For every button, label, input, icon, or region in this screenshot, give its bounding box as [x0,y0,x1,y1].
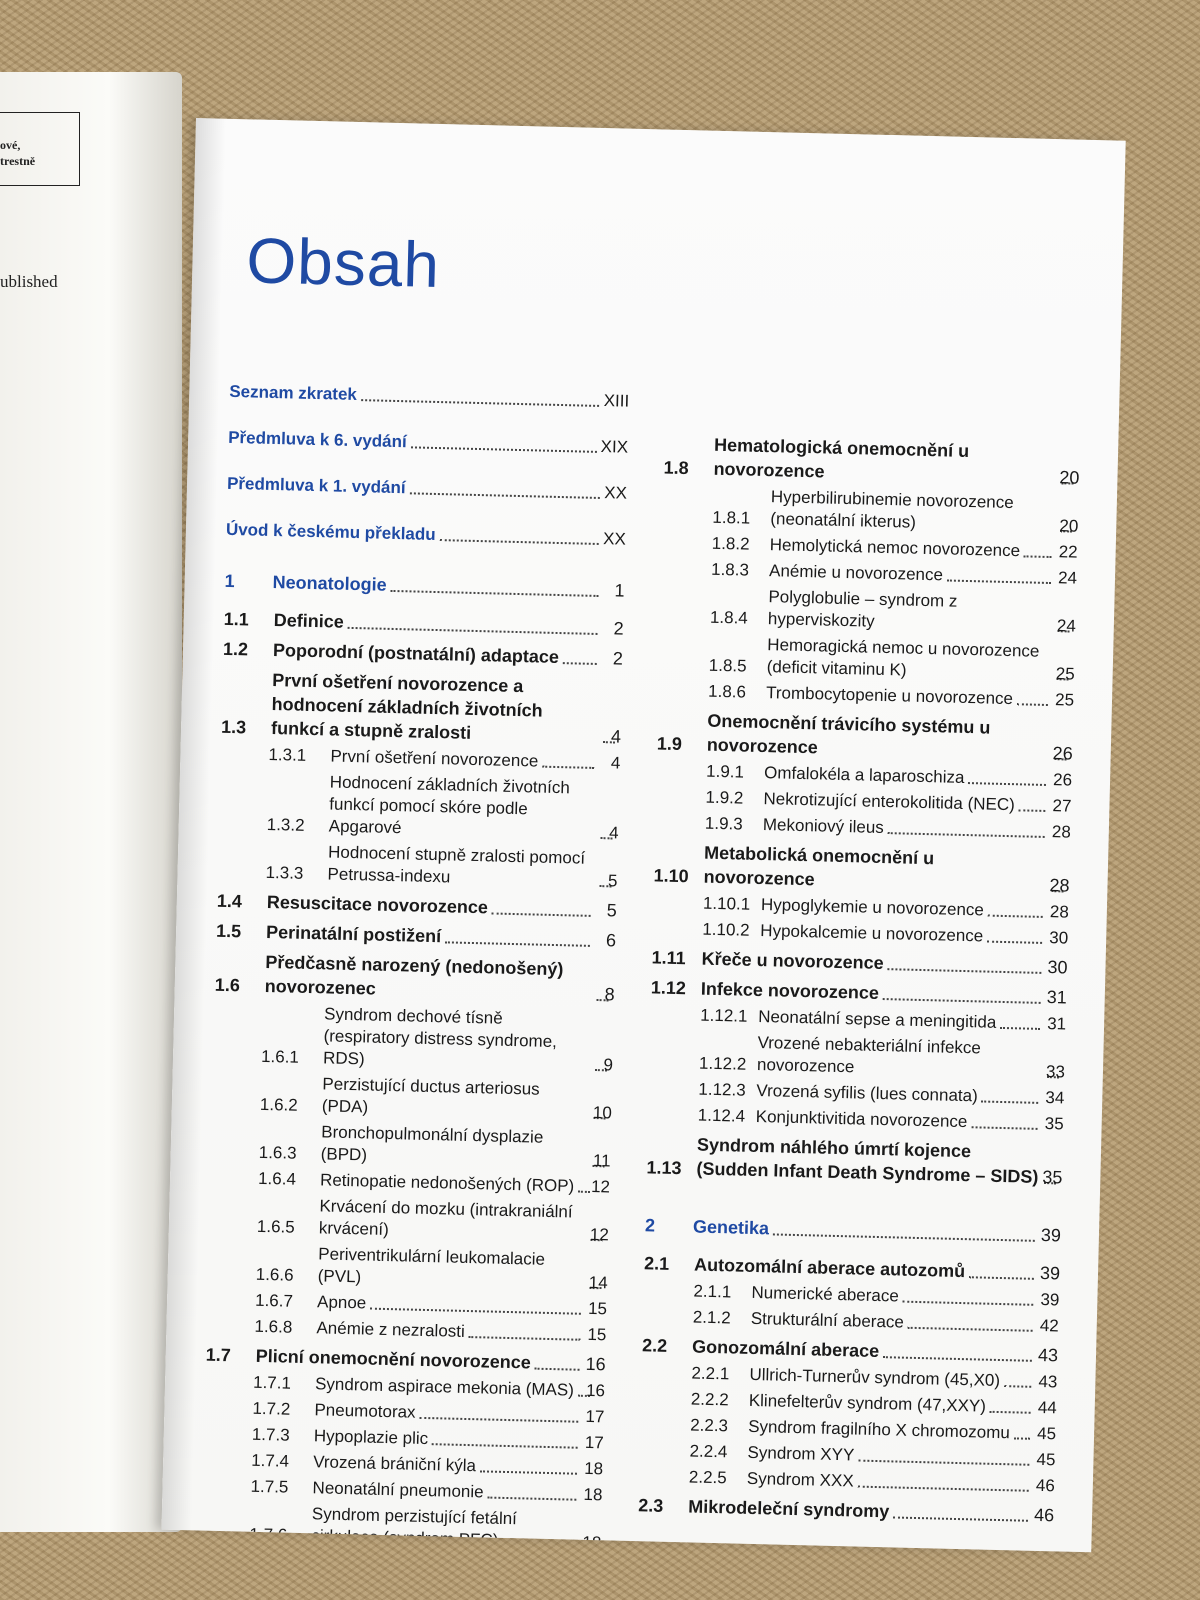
toc-entry-page: 35 [1042,1166,1063,1188]
toc-entry-number: 1.7.3 [251,1424,290,1445]
toc-entry-page: 31 [1046,987,1068,1008]
toc-entry [201,1501,602,1553]
toc-entry-page: 43 [1038,1371,1058,1392]
toc-entry [655,811,1071,843]
toc-entry-label: Klinefelterův syndrom (47,XXY) [748,1390,987,1416]
toc-entry [213,1001,614,1077]
toc-entry-page: 45 [1036,1449,1056,1470]
left-page-published: ublished [0,272,58,291]
toc-entry-label: Ullrich-Turnerův syndrom (45,X0) [749,1364,1001,1391]
toc-entry-page: XX [602,529,627,549]
toc-entry-number: 1.13 [646,1157,682,1179]
toc-entry-label: Syndrom perzistující fetální cirkulace (syndrom PFC) [311,1504,518,1550]
toc-entry-page: 26 [1052,743,1073,764]
toc-entry [649,1029,1066,1083]
toc-entry-number: 2 [644,1215,656,1236]
toc-entry-number: 1.4 [216,890,243,912]
toc-entry-page: 6 [605,930,617,951]
toc-entry-page: 24 [1057,568,1078,588]
toc-page [162,118,1126,1552]
toc-entry-label: Numerické aberace [751,1282,900,1306]
toc-entry [653,839,1070,897]
toc-entry-label: Retinopatie nedonošených (ROP) [319,1170,575,1196]
toc-entry-page: 5 [607,871,618,891]
toc-entry-number: 2.1.1 [693,1281,732,1302]
toc-entry-page: 4 [610,753,621,773]
toc-entry-number: 1.6.5 [256,1216,295,1237]
toc-entry-label: Hemolytická nemoc novorozence [769,535,1021,561]
toc-entry-page: 30 [1047,957,1068,978]
toc-entry-number: 2.2.2 [690,1389,729,1410]
toc-entry [217,839,618,893]
toc-dot-leader [419,1417,578,1423]
toc-entry [215,949,616,1007]
toc-entry-label: Syndrom náhlého úmrtí kojence (Sudden Infant Death Syndrome – SIDS) [696,1134,1039,1187]
toc-entry-label: Apnoe [316,1292,367,1313]
left-page-box [0,112,80,186]
toc-entry-number: 1.7.5 [250,1476,289,1497]
toc-entry-number: 1.8.1 [712,507,751,528]
toc-entry-page: 24 [1056,616,1077,636]
toc-dot-leader [361,399,600,407]
toc-entry-page: 42 [1039,1315,1059,1336]
toc-entry-number: 1.3.1 [268,744,307,765]
toc-entry-page: 33 [1045,1062,1066,1082]
toc-entry [652,917,1068,949]
toc-entry [663,432,1080,490]
toc-entry-label: Poporodní (postnatální) adaptace [272,640,560,668]
toc-entry-page: 18 [583,1484,603,1505]
toc-entry-number: 1.9.1 [705,761,745,782]
toc-entry-page: 16 [585,1380,606,1401]
toc-entry-label: Genetika [692,1216,770,1239]
toc-entry-page: 20 [1059,467,1080,488]
toc-entry-number: 2.1.2 [692,1307,731,1328]
toc-entry [223,607,623,641]
toc-entry-page: 26 [1052,770,1073,790]
toc-entry-label: Neonatální pneumonie [312,1478,484,1502]
toc-entry-label: Krvácení do mozku (intrakraniální krvácení) [318,1196,573,1240]
toc-entry-label: Neonatální sepse a meningitida [757,1007,997,1032]
toc-entry-number: 2.3 [637,1495,664,1516]
toc-entry-page: 35 [1044,1114,1064,1134]
toc-entry-number: 1.2 [222,638,249,660]
toc-entry-label: Mekoniový ileus [762,815,885,838]
toc-entry-label: Perinatální postižení [265,921,442,947]
toc-entry-page: 45 [1036,1423,1057,1444]
toc-entry-label: Gonozomální aberace [691,1336,880,1362]
toc-dot-leader [987,941,1042,944]
toc-entry-page: 11 [592,1151,611,1171]
toc-left-column [201,381,629,1552]
toc-entry [643,1305,1059,1337]
toc-entry-page: 39 [1039,1262,1061,1284]
toc-entry [212,1071,613,1125]
toc-entry-page: 25 [1055,664,1075,684]
toc-entry-number: 2.2.3 [689,1415,729,1436]
toc-dot-leader [583,1547,595,1549]
toc-dot-leader [480,1470,577,1474]
toc-entry [658,679,1074,711]
toc-entry-number: 1.10.2 [702,919,750,940]
toc-entry-number: 1.12.1 [700,1005,748,1026]
toc-entry-number: 1.6.6 [255,1264,294,1285]
toc-entry-label: Syndrom aspirace mekonia (MAS) [314,1374,575,1400]
toc-entry-label: Syndrom XYY [747,1442,855,1465]
toc-entry-label: Vrozená brániční kýla [312,1452,477,1476]
toc-dot-leader [1004,1385,1031,1388]
toc-dot-leader [858,1486,1029,1492]
toc-dot-leader [348,627,598,635]
toc-entry-page: 25 [1054,690,1075,710]
toc-entry-label: Nekrotizující enterokolitida (NEC) [763,789,1016,815]
toc-entry-number: 1.7.6 [249,1524,288,1545]
toc-entry [645,1213,1061,1247]
toc-entry-page: 4 [610,726,622,747]
toc-entry [228,427,628,459]
toc-entry-label: Hemoragická nemoc u novorozence (deficit vitaminu K) [766,635,1040,680]
toc-entry-number: 1.6.3 [258,1142,297,1163]
toc-entry-label: Plicní onemocnění novorozence [255,1345,531,1373]
toc-dot-leader [1017,703,1048,706]
toc-entry-number: 1.10 [653,865,689,887]
toc-dot-leader [858,1460,1029,1466]
toc-entry-number: 1.8.5 [708,655,747,676]
toc-entry-page: 39 [1040,1289,1060,1310]
toc-entry-label: Infekce novorozence [700,978,880,1003]
toc-entry-label: Hypoplazie plic [313,1426,429,1449]
toc-entry-number: 1.7.1 [252,1372,292,1393]
toc-entry-page: 14 [588,1272,608,1293]
toc-entry-label: Polyglobulie – syndrom z hyperviskozity [767,587,958,631]
left-box-line-1: ové, [0,138,21,152]
toc-entry-label: Neonatologie [272,572,387,595]
toc-entry-page: 28 [1049,875,1070,896]
toc-entry-number: 1.9 [656,733,683,755]
toc-entry-number: 1.9.3 [704,813,743,834]
toc-entry-page: 39 [1040,1224,1062,1246]
toc-entry-label: Hodnocení stupně zralosti pomocí Petrussa-indexu [327,842,586,887]
toc-entry-label: Hodnocení základních životních funkcí pomocí skóre podle Apgarové [328,772,571,838]
toc-entry-number: 1.5 [215,920,242,942]
toc-entry-number: 1.3 [220,716,247,738]
toc-entry-number: 1.8.6 [707,681,747,702]
toc-entry-label: Autozomální aberace autozomů [693,1254,966,1282]
toc-dot-leader [535,1368,580,1371]
toc-entry-label: Hyperbilirubinemie novorozence (neonatální ikterus) [770,487,1014,532]
toc-entry-label: Syndrom dechové tísně (respiratory distress syndrome, RDS) [322,1004,558,1069]
toc-entry-page: 18 [582,1532,602,1553]
toc-dot-leader [888,832,1045,838]
toc-dot-leader [492,912,591,916]
toc-entry-label: Křeče u novorozence [701,948,884,974]
toc-entry-page: 9 [603,1055,614,1075]
toc-dot-leader [990,1411,1031,1414]
toc-entry [646,1131,1063,1189]
toc-entry-label: Hypokalcemie u novorozence [760,921,984,946]
toc-entry-number: 1.7.4 [250,1450,290,1471]
toc-entry-label: Syndrom XXX [746,1468,854,1491]
toc-entry-page: 44 [1037,1397,1057,1418]
toc-entry-page: 5 [606,900,618,921]
toc-dot-leader [469,1336,581,1341]
toc-dot-leader [988,915,1043,918]
toc-entry-number: 2.2.4 [689,1441,728,1462]
toc-entry-number: 1.12.3 [698,1079,746,1100]
toc-entry [662,484,1079,538]
left-page [0,72,182,1532]
toc-entry-page: 31 [1046,1014,1067,1034]
toc-dot-leader [390,590,598,597]
toc-entry-page: 8 [604,984,615,1005]
toc-entry-label: Strukturální aberace [750,1308,905,1332]
toc-entry-number: 1.1 [223,608,250,630]
toc-entry [639,1465,1055,1497]
toc-entry [638,1493,1054,1527]
toc-dot-leader [883,998,1041,1004]
toc-entry-label: Omfalokéla a laparoschiza [763,763,965,787]
toc-entry-label: Periventrikulární leukomalacie (PVL) [317,1244,546,1287]
toc-entry-label: Hematologická onemocnění u novorozence [713,434,970,482]
toc-dot-leader [1024,555,1052,558]
toc-entry-number: 1.10.1 [702,893,751,914]
toc-entry-page: 22 [1058,542,1078,562]
toc-entry-page: 12 [590,1176,611,1197]
toc-entry-number: 1.6.2 [259,1094,298,1115]
toc-entry [217,889,617,923]
toc-entry [648,1103,1064,1135]
toc-entry-label: Pneumotorax [314,1400,416,1422]
toc-entry-page: 46 [1035,1475,1056,1496]
toc-dot-leader [883,1356,1032,1362]
toc-dot-leader [409,492,600,499]
toc-entry-page: XIII [603,391,630,411]
toc-entry [226,519,626,551]
toc-entry-number: 1.8.4 [709,607,748,628]
toc-entry [206,1315,606,1347]
toc-entry-number: 1.12.2 [698,1053,747,1074]
toc-entry-number: 1.7.2 [252,1398,291,1419]
toc-entry-label: Perzistující ductus arteriosus (PDA) [321,1074,540,1117]
toc-dot-leader [440,539,600,545]
toc-entry-page: 46 [1033,1504,1055,1526]
toc-entry-page: 18 [583,1458,604,1479]
toc-entry-number: 1.6.7 [254,1290,294,1311]
toc-entry [227,473,627,505]
toc-entry-number: 1 [224,570,235,592]
toc-entry-page: 10 [592,1102,613,1123]
toc-entry-label: Předmluva k 1. vydání [226,473,406,498]
toc-entry-number: 2.2.5 [688,1467,727,1488]
toc-dot-leader [487,1497,576,1501]
toc-dot-leader [432,1443,578,1449]
toc-entry-page: 28 [1049,902,1070,922]
toc-entry-number: 1.7 [205,1344,232,1366]
toc-entry [659,631,1076,685]
toc-entry-number: 1.3.2 [266,814,305,835]
toc-entry-number: 1.8 [663,457,689,479]
toc-entry-label: Anémie z nezralosti [316,1318,466,1341]
toc-entry-label: Bronchopulmonální dysplazie (BPD) [320,1122,544,1165]
toc-entry [224,569,624,603]
toc-entry [660,583,1077,637]
toc-entry [209,1193,610,1247]
toc-entry-number: 1.6.4 [257,1168,297,1189]
toc-dot-leader [982,1100,1039,1103]
toc-entry-number: 1.6 [214,974,241,996]
toc-dot-leader [971,1126,1037,1130]
toc-dot-leader [887,968,1041,974]
toc-entry-number: 1.8.2 [711,533,750,554]
toc-dot-leader [542,766,594,769]
toc-entry-label: Resuscitace novorozence [266,891,489,918]
left-box-line-2: trestně [0,154,36,168]
page-title: Obsah [245,224,441,301]
toc-entry-number: 2.1 [643,1253,670,1274]
toc-entry-label: Hypoglykemie u novorozence [760,895,985,920]
toc-dot-leader [773,1233,1035,1241]
toc-entry-page: 30 [1049,928,1069,948]
toc-entry-number: 1.3.3 [265,862,304,883]
toc-entry-label: Úvod k českému překladu [225,519,436,544]
toc-entry [216,919,616,953]
toc-entry-label: Anémie u novorozence [768,561,944,585]
toc-entry-page: 43 [1037,1344,1059,1366]
toc-entry-page: 12 [589,1224,610,1245]
toc-entry-label: Vrozená syfilis (lues connata) [756,1080,978,1106]
toc-entry-page: 20 [1059,516,1079,536]
toc-entry-number: 1.6.8 [254,1316,293,1337]
toc-entry-page: 1 [614,580,625,601]
toc-dot-leader [947,579,1051,584]
toc-dot-leader [908,1327,1033,1332]
toc-entry [208,1241,609,1295]
toc-dot-leader [445,941,590,947]
toc-entry-number: 1.9.2 [705,787,744,808]
toc-entry-label: Předmluva k 6. vydání [227,427,407,452]
toc-entry-number: 1.11 [651,947,686,969]
toc-entry-label: Onemocnění trávicího systému u novorozence [706,710,991,758]
toc-entry-label: Předčasně narozený (nedonošený) novorozenec [264,951,564,999]
toc-entry-label: Konjunktivitida novorozence [755,1106,968,1132]
toc-entry [651,945,1067,979]
toc-entry-number: 2.2.1 [691,1363,730,1384]
toc-dot-leader [563,662,597,665]
toc-entry [221,667,623,749]
toc-entry-page: 34 [1045,1088,1065,1108]
toc-entry-label: Syndrom fragilního X chromozomu [747,1416,1011,1443]
toc-dot-leader [1014,1437,1030,1439]
toc-entry-number: 1.6.1 [260,1046,300,1067]
toc-entry-number: 2.2 [641,1335,668,1356]
toc-entry [218,769,619,845]
toc-entry-page: 28 [1051,822,1072,842]
toc-entry-label: První ošetření novorozence a hodnocení základních životních funkcí a stupně zralosti [270,670,543,743]
toc-entry-label: Vrozené nebakteriální infekce novorozence [756,1032,982,1077]
toc-dot-leader [903,1301,1034,1306]
toc-entry-page: XIX [600,436,629,457]
toc-entry-label: Trombocytopenie u novorozence [765,683,1014,709]
toc-dot-leader [969,1276,1034,1280]
toc-entry-number: 1.12.4 [697,1105,746,1126]
toc-dot-leader [411,446,597,453]
toc-dot-leader [968,782,1046,786]
toc-entry-page: 16 [585,1353,606,1375]
toc-entry-page: 15 [587,1298,608,1319]
toc-entry [229,381,629,413]
toc-entry-number: 1.8.3 [710,559,750,580]
toc-entry-page: 2 [613,618,624,639]
toc-entry-label: Mikrodeleční syndromy [687,1496,890,1522]
toc-entry-label: Seznam zkratek [229,381,358,405]
toc-entry [657,707,1074,765]
toc-dot-leader [893,1516,1028,1521]
toc-entry-page: XX [604,483,628,503]
toc-dot-leader [1019,809,1046,812]
toc-right-column [638,392,1081,1528]
toc-entry-page: 17 [584,1432,604,1453]
toc-dot-leader [370,1308,581,1315]
toc-entry-page: 2 [612,648,624,669]
toc-entry-page: 27 [1052,796,1072,816]
toc-entry [210,1119,611,1173]
toc-entry-label: První ošetření novorozence [330,746,539,771]
toc-entry-page: 4 [608,823,619,843]
toc-entry-page: 15 [587,1324,607,1345]
toc-entry-label: Metabolická onemocnění u novorozence [703,842,935,890]
toc-entry-page: 17 [585,1406,605,1427]
toc-dot-leader [1000,1027,1040,1030]
toc-entry [223,637,623,671]
toc-entry-label: Definice [273,610,345,632]
toc-entry-number: 1.12 [650,977,687,999]
